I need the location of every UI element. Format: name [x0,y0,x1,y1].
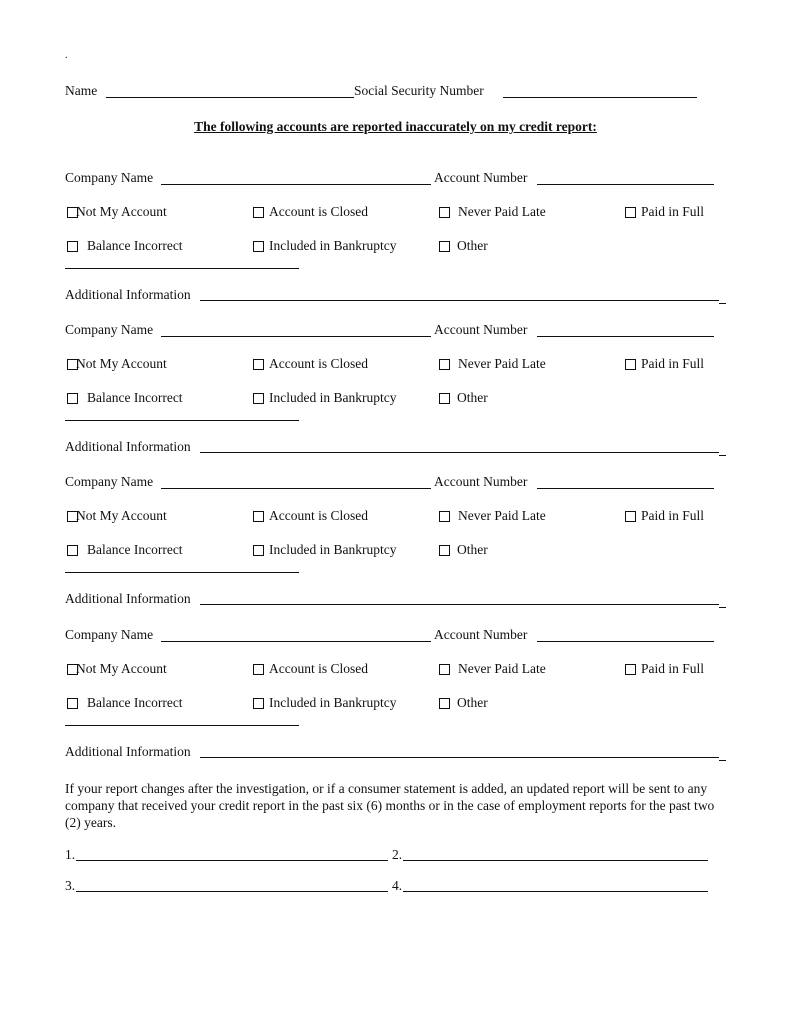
checkbox-included-bankruptcy-2[interactable] [253,393,264,404]
option-label-paid-in-full-1: Paid in Full [641,204,705,219]
checkbox-balance-incorrect-4[interactable] [67,698,78,709]
option-label-balance-incorrect-2: Balance Incorrect [87,390,183,405]
ssn-field[interactable] [503,97,697,98]
option-label-not-my-account-2: Not My Account [76,356,167,371]
option-label-paid-in-full-2: Paid in Full [641,356,705,371]
company-name-label-3: Company Name [65,474,154,489]
account-number-label-3: Account Number [434,474,528,489]
option-label-account-closed-1: Account is Closed [269,204,368,219]
numbered-field-4[interactable] [403,891,708,892]
checkbox-balance-incorrect-2[interactable] [67,393,78,404]
numbered-label-1: 1. [65,847,76,862]
option-label-included-bankruptcy-1: Included in Bankruptcy [269,238,397,253]
option-label-account-closed-2: Account is Closed [269,356,368,371]
additional-info-tail-2 [719,455,726,456]
additional-info-tail-1 [719,303,726,304]
option-label-balance-incorrect-4: Balance Incorrect [87,695,183,710]
account-number-label-2: Account Number [434,322,528,337]
option-label-never-paid-late-4: Never Paid Late [458,661,546,676]
checkbox-other-4[interactable] [439,698,450,709]
name-label: Name [65,83,98,98]
company-name-label-1: Company Name [65,170,154,185]
option-label-other-4: Other [457,695,488,710]
checkbox-other-2[interactable] [439,393,450,404]
checkbox-paid-in-full-4[interactable] [625,664,636,675]
checkbox-included-bankruptcy-4[interactable] [253,698,264,709]
checkbox-account-closed-3[interactable] [253,511,264,522]
option-label-included-bankruptcy-2: Included in Bankruptcy [269,390,397,405]
option-label-not-my-account-1: Not My Account [76,204,167,219]
option-label-not-my-account-3: Not My Account [76,508,167,523]
company-name-field-1[interactable] [161,184,431,185]
additional-info-label-3: Additional Information [65,591,191,606]
additional-info-field-1[interactable] [200,300,719,301]
top-mark: . [65,50,68,61]
option-label-paid-in-full-3: Paid in Full [641,508,705,523]
account-number-field-1[interactable] [537,184,714,185]
notice-paragraph: If your report changes after the investigation, or if a consumer statement is added, an updated report will be sent to any company that received your credit report in the past six (6) months or in the case of employment reports for the past two (2) years. [65,781,715,830]
option-label-other-3: Other [457,542,488,557]
checkbox-balance-incorrect-3[interactable] [67,545,78,556]
page-title: The following accounts are reported inaccurately on my credit report: [194,119,597,134]
additional-info-label-4: Additional Information [65,744,191,759]
extra-line-1[interactable] [65,268,299,269]
option-label-never-paid-late-2: Never Paid Late [458,356,546,371]
extra-line-3[interactable] [65,572,299,573]
additional-info-field-2[interactable] [200,452,719,453]
checkbox-included-bankruptcy-1[interactable] [253,241,264,252]
numbered-label-4: 4. [392,878,403,893]
extra-line-4[interactable] [65,725,299,726]
company-name-field-4[interactable] [161,641,431,642]
account-number-label-1: Account Number [434,170,528,185]
checkbox-paid-in-full-3[interactable] [625,511,636,522]
extra-line-2[interactable] [65,420,299,421]
option-label-not-my-account-4: Not My Account [76,661,167,676]
option-label-included-bankruptcy-4: Included in Bankruptcy [269,695,397,710]
account-number-field-3[interactable] [537,488,714,489]
checkbox-other-1[interactable] [439,241,450,252]
option-label-account-closed-3: Account is Closed [269,508,368,523]
checkbox-account-closed-4[interactable] [253,664,264,675]
option-label-account-closed-4: Account is Closed [269,661,368,676]
numbered-label-3: 3. [65,878,76,893]
option-label-balance-incorrect-1: Balance Incorrect [87,238,183,253]
checkbox-never-paid-late-2[interactable] [439,359,450,370]
checkbox-account-closed-1[interactable] [253,207,264,218]
account-number-field-2[interactable] [537,336,714,337]
checkbox-never-paid-late-3[interactable] [439,511,450,522]
numbered-field-3[interactable] [76,891,388,892]
account-number-field-4[interactable] [537,641,714,642]
numbered-field-1[interactable] [76,860,388,861]
additional-info-label-2: Additional Information [65,439,191,454]
name-field[interactable] [106,97,354,98]
option-label-other-1: Other [457,238,488,253]
checkbox-never-paid-late-4[interactable] [439,664,450,675]
ssn-label: Social Security Number [354,83,484,98]
additional-info-field-3[interactable] [200,604,719,605]
checkbox-balance-incorrect-1[interactable] [67,241,78,252]
checkbox-account-closed-2[interactable] [253,359,264,370]
additional-info-tail-4 [719,760,726,761]
checkbox-paid-in-full-2[interactable] [625,359,636,370]
checkbox-other-3[interactable] [439,545,450,556]
company-name-field-3[interactable] [161,488,431,489]
checkbox-included-bankruptcy-3[interactable] [253,545,264,556]
option-label-balance-incorrect-3: Balance Incorrect [87,542,183,557]
additional-info-field-4[interactable] [200,757,719,758]
option-label-never-paid-late-1: Never Paid Late [458,204,546,219]
company-name-label-4: Company Name [65,627,154,642]
account-number-label-4: Account Number [434,627,528,642]
checkbox-paid-in-full-1[interactable] [625,207,636,218]
company-name-label-2: Company Name [65,322,154,337]
company-name-field-2[interactable] [161,336,431,337]
checkbox-never-paid-late-1[interactable] [439,207,450,218]
option-label-paid-in-full-4: Paid in Full [641,661,705,676]
option-label-other-2: Other [457,390,488,405]
numbered-field-2[interactable] [403,860,708,861]
additional-info-tail-3 [719,607,726,608]
option-label-included-bankruptcy-3: Included in Bankruptcy [269,542,397,557]
additional-info-label-1: Additional Information [65,287,191,302]
option-label-never-paid-late-3: Never Paid Late [458,508,546,523]
numbered-label-2: 2. [392,847,403,862]
